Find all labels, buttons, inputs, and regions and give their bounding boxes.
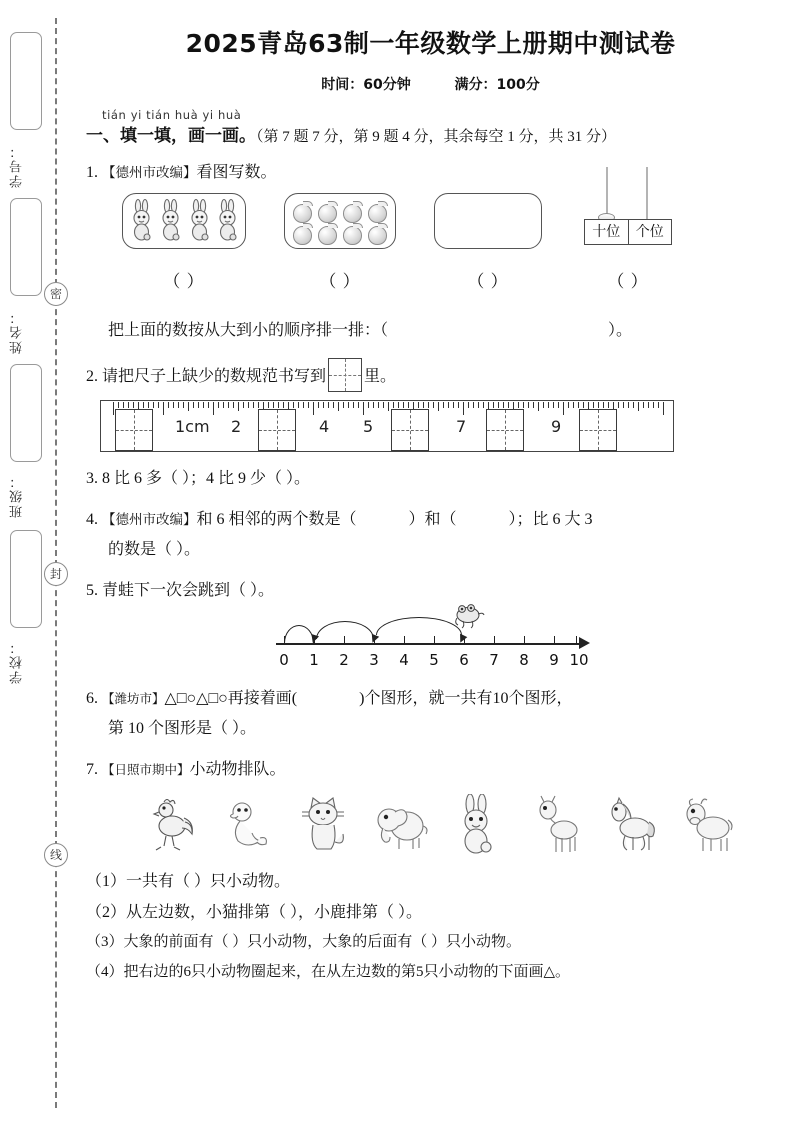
q1-figure-rabbits [122,193,246,291]
q7-subquestions [86,866,775,987]
ruler-label-9: 9 [551,417,562,436]
ruler-tick [228,402,229,408]
ruler-tick [418,402,419,408]
ruler-tick [523,402,524,408]
ruler-tick [453,402,454,408]
q4-text-b: ）和（ [408,511,457,528]
ruler-tick [143,402,144,408]
ruler-tick [118,402,119,408]
hop-arc-3-6 [376,617,462,635]
ruler-tick [373,402,374,408]
ruler-tick [163,402,164,415]
ruler-tick [438,402,439,411]
ruler-tick [128,402,129,408]
q2-ruler-figure [100,400,775,452]
ruler-tick [443,402,444,408]
ruler-tick [283,402,284,408]
ruler-tick [553,402,554,408]
ruler-tick [198,402,199,408]
ruler-tick [203,402,204,408]
ruler-tick [433,402,434,408]
ruler-tick [473,402,474,408]
apple-icon [293,226,312,245]
q6-number: 6. [86,690,98,707]
ruler-tick [328,402,329,408]
apple-icon [368,226,387,245]
ruler-tick [548,402,549,408]
ruler-tick [213,402,214,415]
ruler-tick [243,402,244,408]
numberline-tick-9: 9 [549,651,559,669]
ruler-tick [318,402,319,408]
ruler-tick [363,402,364,415]
seal-mark-xian: 线 [44,843,68,867]
ruler-tick [503,402,504,408]
q2-text-before: 请把尺子上缺少的数规范书写到 [102,368,327,385]
exam-meta [86,74,775,94]
ruler-tick [428,402,429,408]
exam-score-label: 满分：100分 [454,77,540,93]
ruler-tick [448,402,449,408]
ruler-tick [313,402,314,415]
q1-followup [108,317,775,345]
ruler [100,400,674,452]
q3-text[interactable]: 8 比 6 多（ ）；4 比 9 少（ ）。 [102,470,311,487]
rabbit-icon [450,794,506,858]
section-heading [86,108,775,146]
ruler-tick [368,402,369,408]
ruler-label-2: 2 [231,417,242,436]
ruler-tick [633,402,634,408]
ruler-tick [348,402,349,408]
q7-number: 7. [86,761,98,778]
numberline-tick-8: 8 [519,651,529,669]
seal-mark-mi: 密 [44,282,68,306]
ruler-tick [403,402,404,408]
seal-field-box-school[interactable] [10,530,42,628]
rabbit-group-icon [123,194,247,250]
q6-text-line2[interactable]: 第 10 个图形是（ ）。 [108,720,257,737]
q7-sub-2[interactable]: （2）从左边数，小猫排第（ ），小鹿排第（ ）。 [86,904,423,922]
q6-text-a: 再接着画( [227,690,298,707]
q7-sub-4[interactable]: （4）把右边的6只小动物圈起来，在从左边数的第5只小动物的下面画△。 [86,963,571,980]
ruler-tick [498,402,499,408]
apple-box [284,193,396,249]
q1-answer-paren-3[interactable]: （ ） [467,272,509,291]
q5-numberline-figure [276,607,775,683]
ruler-tick [533,402,534,408]
q7-text: 小动物排队。 [189,761,286,778]
numberline-axis [276,643,581,645]
horse-icon [603,794,659,858]
numberline-tick-6: 6 [459,651,469,669]
exam-page [78,0,793,1122]
ruler-tick [123,402,124,408]
numberline-tick-7: 7 [489,651,499,669]
cow-icon [679,794,735,858]
tianzige-box[interactable] [328,358,362,392]
q4-text-a: 和 6 相邻的两个数是（ [196,511,357,528]
ruler-tick [333,402,334,408]
ruler-tick [338,402,339,411]
numberline-tick-2: 2 [339,651,349,669]
seal-field-label-student-id: 学号： [10,143,25,189]
apple-icon [343,226,362,245]
ruler-tick [258,402,259,408]
ruler-tick [293,402,294,408]
q1-followup-end: ）。 [608,322,633,339]
q7-animal-row [144,790,735,858]
rabbit-box [122,193,246,249]
q1-figure-rack [580,167,676,291]
ruler-tick [158,402,159,408]
ruler-tick [628,402,629,408]
ruler-tick [253,402,254,408]
ruler-tick [478,402,479,408]
ruler-tick [458,402,459,408]
ruler-tick [398,402,399,408]
question-7 [86,756,775,784]
ruler-tick [598,402,599,408]
ruler-label-1cm: 1cm [175,417,210,436]
seal-field-box-class[interactable] [10,364,42,462]
hop-arc-1-3 [316,621,374,639]
ruler-tick [378,402,379,408]
seal-field-label-class: 班级： [10,473,25,519]
seal-field-label-name: 姓名： [10,309,25,355]
ruler-tick [343,402,344,408]
ruler-tick [303,402,304,408]
numberline-tick-10: 10 [569,651,589,669]
ruler-label-4: 4 [319,417,330,436]
ruler-tick [113,402,114,415]
section-number: 一、 [86,126,120,146]
seal-field-label-school: 学校： [10,639,25,685]
ruler-tick [308,402,309,408]
ruler-tick [618,402,619,408]
apple-icon [318,204,337,223]
ruler-answer-box[interactable] [486,409,524,451]
q6-text-b: )个图形，就一共有10个图形， [359,690,573,707]
q6-line2 [108,715,775,743]
rack-label-tens: 十位 [592,224,621,240]
ruler-tick [153,402,154,408]
apple-icon [293,204,312,223]
q1-figure-empty [434,193,542,291]
ruler-tick [538,402,539,411]
deer-icon [526,794,582,858]
ruler-tick [358,402,359,408]
ruler-tick [493,402,494,408]
ruler-tick [278,402,279,408]
ruler-tick [223,402,224,408]
ruler-tick [648,402,649,408]
ruler-tick [383,402,384,408]
elephant-icon [373,794,429,858]
ruler-tick [508,402,509,408]
numberline-arrowhead [579,637,590,649]
ruler-tick [603,402,604,408]
q1-answer-paren-2[interactable]: （ ） [319,272,361,291]
ruler-tick [578,402,579,408]
ruler-tick [298,402,299,408]
ruler-tick [133,402,134,408]
ruler-answer-box[interactable] [115,409,153,451]
q2-text-after: 里。 [364,368,397,385]
ruler-tick [173,402,174,408]
ruler-tick [233,402,234,408]
numberline-tick-4: 4 [399,651,409,669]
ruler-tick [188,402,189,411]
ruler-tick [528,402,529,408]
exam-time-label: 时间：60分钟 [321,77,411,93]
q4-tag: 【德州市改编】 [102,512,197,527]
ruler-answer-box[interactable] [579,409,617,451]
ruler-tick [568,402,569,408]
apple-icon [343,204,362,223]
q1-followup-text: 把上面的数按从大到小的顺序排一排：（ [108,322,389,339]
section-title: 填一填，画一画。 [120,126,256,146]
q3-number: 3. [86,470,98,487]
ruler-tick [208,402,209,408]
rack-label-ones: 个位 [628,220,672,244]
q7-sub-1[interactable]: （1）一共有（ ）只小动物。 [86,873,291,890]
numberline-tick-3: 3 [369,651,379,669]
apple-icon [318,226,337,245]
ruler-tick [238,402,239,411]
question-4 [86,506,775,534]
ruler-answer-box[interactable] [258,409,296,451]
ruler-tick [218,402,219,408]
ruler-label-7: 7 [456,417,467,436]
cat-icon [297,794,353,858]
ruler-tick [148,402,149,408]
duck-icon [220,794,276,858]
q6-tag: 【潍坊市】 [102,692,165,706]
section-pinyin: tián yi tián huà yi huà [102,108,242,122]
q7-sub-3[interactable]: （3）大象的前面有（ ）只小动物，大象的后面有（ ）只小动物。 [86,934,522,951]
seal-field-box-student-id[interactable] [10,32,42,130]
ruler-tick [583,402,584,408]
q6-pattern: △□○△□○ [164,690,228,707]
question-6 [86,685,775,713]
ruler-tick [658,402,659,408]
ruler-tick [273,402,274,408]
ruler-tick [468,402,469,408]
q7-tag: 【日照市期中】 [102,763,190,777]
ruler-tick [393,402,394,408]
q4-text-line2[interactable]: 的数是（ ）。 [108,541,201,558]
q1-figure-apples [284,193,396,291]
ruler-tick [408,402,409,408]
ruler-tick [563,402,564,415]
section-points: （第 7 题 7 分，第 9 题 4 分，其余每空 1 分，共 31 分） [256,129,617,145]
q2-number: 2. [86,368,98,385]
q4-text-c: ）；比 6 大 3 [508,511,593,528]
ruler-tick [543,402,544,408]
ruler-tick [638,402,639,411]
apple-icon [368,204,387,223]
ruler-tick [558,402,559,408]
ruler-tick [268,402,269,408]
ruler-tick [653,402,654,408]
q4-line2 [108,536,775,564]
q1-answer-paren-4[interactable]: （ ） [607,272,649,291]
q5-text[interactable]: 青蛙下一次会跳到（ ）。 [102,582,275,599]
ruler-tick [388,402,389,411]
numberline-tick-1: 1 [309,651,319,669]
ruler-tick [593,402,594,408]
question-5 [86,577,775,605]
numberline-tick-5: 5 [429,651,439,669]
ruler-tick [518,402,519,408]
empty-box [434,193,542,249]
seal-mark-feng: 封 [44,562,68,586]
ruler-tick [623,402,624,408]
place-value-rack-icon [580,167,676,259]
ruler-tick [483,402,484,408]
ruler-tick [193,402,194,408]
rooster-icon [144,794,200,858]
ruler-tick [178,402,179,408]
ruler-tick [573,402,574,408]
ruler-tick [248,402,249,408]
question-3 [86,465,775,493]
q1-number: 1. [86,164,98,181]
q1-answer-paren-1[interactable]: （ ） [163,272,205,291]
ruler-tick [168,402,169,408]
ruler-tick [643,402,644,408]
seal-field-box-name[interactable] [10,198,42,296]
page-title: 2025青岛63制一年级数学上册期中测试卷 [185,29,676,58]
q1-text: 看图写数。 [196,164,277,181]
frog-icon [452,601,486,631]
ruler-tick [423,402,424,408]
q1-figure-row [100,193,775,301]
rack-base [584,219,672,245]
numberline-tick-0: 0 [279,651,289,669]
ruler-answer-box[interactable] [391,409,429,451]
ruler-tick [608,402,609,408]
seal-margin [0,0,78,1122]
ruler-tick [323,402,324,408]
ruler-label-5: 5 [363,417,374,436]
q4-number: 4. [86,511,98,528]
ruler-tick [663,402,664,415]
q1-tag: 【德州市改编】 [102,165,197,180]
q5-number: 5. [86,582,98,599]
ruler-tick [463,402,464,415]
question-2 [86,358,775,392]
ruler-tick [183,402,184,408]
ruler-tick [353,402,354,408]
